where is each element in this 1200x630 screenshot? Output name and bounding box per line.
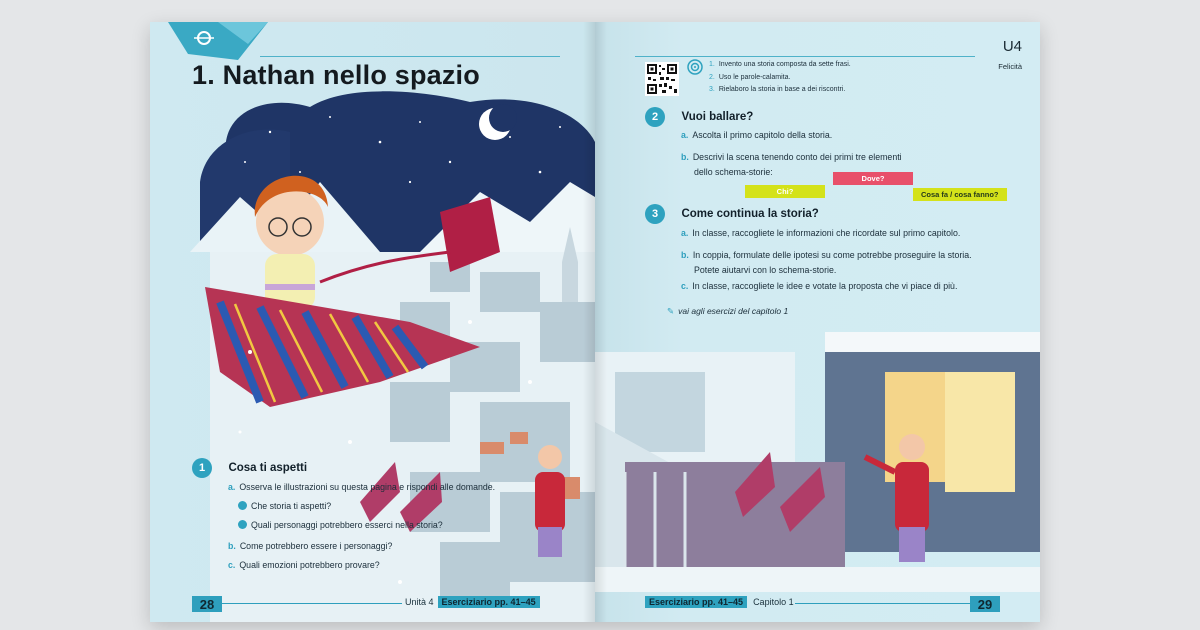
- activity-1-bullet-2: Quali personaggi potrebbero esserci nella storia?: [238, 520, 443, 530]
- activity-number: 2: [645, 107, 665, 127]
- objective-item: 2. Uso le parole-calamita.: [709, 73, 791, 81]
- objectives-list: [709, 59, 851, 97]
- activity-2: [645, 107, 753, 127]
- activity-number: 3: [645, 204, 665, 224]
- footer-left: [405, 597, 540, 610]
- workbook-link[interactable]: Eserciziario pp. 41–45: [645, 596, 747, 608]
- footer-rule: [795, 603, 973, 604]
- pencil-icon: ✎: [667, 306, 675, 316]
- left-page: [150, 22, 595, 622]
- activity-1-item-b: b. Come potrebbero essere i personaggi?: [228, 541, 393, 551]
- activity-1-item-c: c. Quali emozioni potrebbero provare?: [228, 560, 380, 570]
- tag-chi: Chi?: [745, 185, 825, 198]
- objective-item: 1. Invento una storia composta da sette frasi.: [709, 61, 851, 68]
- book-spine: [583, 22, 607, 622]
- header-rule: [635, 56, 975, 57]
- bullet-icon: [238, 501, 247, 510]
- unit-label: Unità 4: [405, 597, 434, 607]
- activity-3: [645, 204, 819, 224]
- activity-2-item-a: a. Ascolta il primo capitolo della storia.: [681, 130, 833, 140]
- open-book: [150, 22, 1040, 622]
- tag-cosa: Cosa fa / cosa fanno?: [913, 188, 1007, 201]
- activity-3-item-c: c. In classe, raccogliete le idee e votate la proposta che vi piace di più.: [681, 281, 958, 291]
- activity-title: Vuoi ballare?: [681, 111, 754, 123]
- exercise-link[interactable]: ✎ vai agli esercizi del capitolo 1: [667, 306, 789, 316]
- activity-1-item-a: a. Osserva le illustrazioni su questa pagina e rispondi alle domande.: [228, 482, 496, 492]
- page-number-right: 29: [970, 596, 1000, 612]
- activity-1: [192, 458, 307, 478]
- page-number-left: 28: [192, 596, 222, 612]
- footer-right: [645, 597, 794, 610]
- activity-3-item-b: b. In coppia, formulate delle ipotesi su come potrebbe proseguire la storia. Potete aiutarvi con lo schema-storie.: [681, 250, 972, 275]
- target-icon: [687, 59, 703, 75]
- activity-title: Come continua la storia?: [681, 208, 819, 220]
- activity-number: 1: [192, 458, 212, 478]
- tag-dove: Dove?: [833, 172, 913, 185]
- page-title: 1. Nathan nello spazio: [192, 60, 480, 90]
- workbook-link[interactable]: Eserciziario pp. 41–45: [438, 596, 540, 608]
- activity-1-bullet-1: Che storia ti aspetti?: [238, 501, 331, 511]
- footer-rule: [222, 603, 402, 604]
- objective-item: 3. Rielaboro la storia in base a dei riscontri.: [709, 86, 846, 93]
- activity-2-item-b: b. Descrivi la scena tenendo conto dei primi tre elementi dello schema-storie:: [681, 152, 902, 177]
- unit-code: U4: [1002, 38, 1022, 55]
- chapter-label: Capitolo 1: [753, 597, 794, 607]
- illustration-balcony: [595, 312, 1040, 592]
- bullet-icon: [238, 520, 247, 529]
- right-page: [595, 22, 1040, 622]
- qr-code-icon[interactable]: [645, 62, 679, 96]
- activity-title: Cosa ti aspetti: [228, 462, 308, 474]
- illustration-flying-carpet: [150, 22, 595, 622]
- activity-3-item-a: a. In classe, raccogliete le informazioni che ricordate sul primo capitolo.: [681, 228, 961, 238]
- theme-label: Felicità: [998, 62, 1022, 71]
